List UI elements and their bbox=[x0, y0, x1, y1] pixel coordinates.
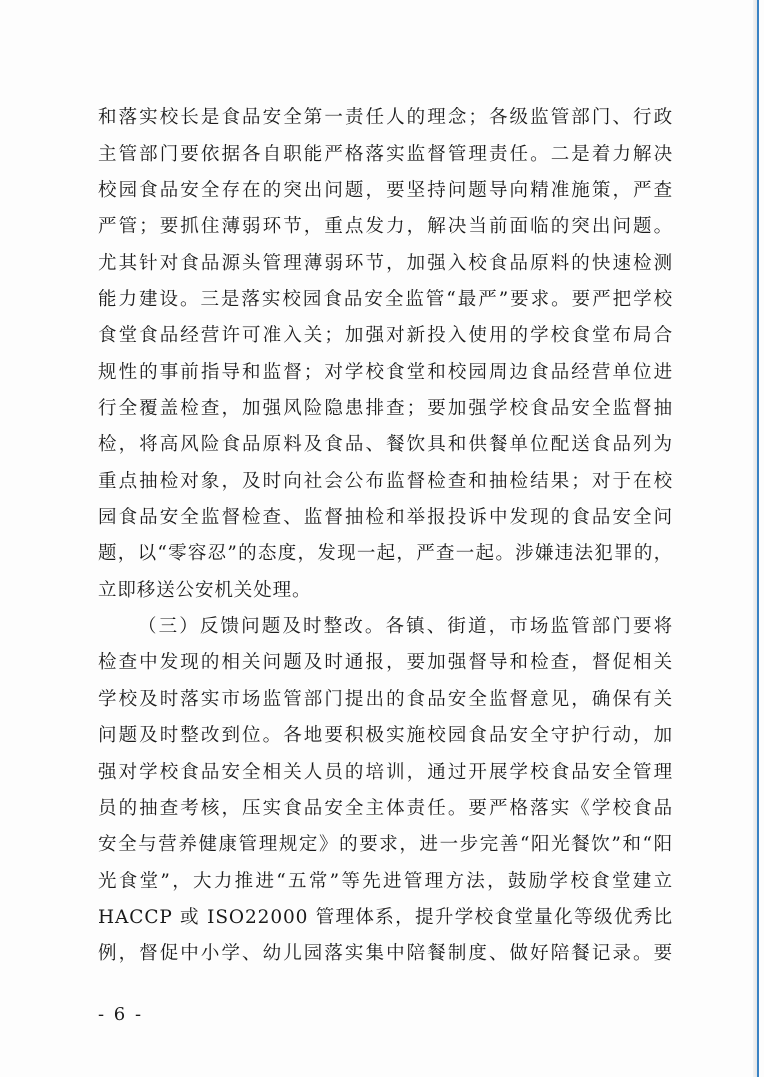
text-line: 主管部门要依据各自职能严格落实监督管理责任。二是着力解决 bbox=[98, 144, 673, 165]
text-line: 规性的事前指导和监督；对学校食堂和校园周边食品经营单位进 bbox=[98, 362, 673, 383]
text-line: 食堂食品经营许可准入关；加强对新投入使用的学校食堂布局合 bbox=[98, 325, 673, 346]
text-line: 尤其针对食品源头管理薄弱环节，加强入校食品原料的快速检测 bbox=[98, 253, 673, 274]
section-heading-line: （三）反馈问题及时整改。各镇、街道，市场监管部门要将 bbox=[138, 616, 673, 637]
text-line: 行全覆盖检查，加强风险隐患排查；要加强学校食品安全监督抽 bbox=[98, 398, 673, 419]
text-line: 强对学校食品安全相关人员的培训，通过开展学校食品安全管理 bbox=[98, 762, 673, 783]
text-line: HACCP 或 ISO22000 管理体系，提升学校食堂量化等级优秀比 bbox=[98, 907, 673, 928]
page-edge-border bbox=[757, 0, 759, 1077]
text-line: 题，以“零容忍”的态度，发现一起，严查一起。涉嫌违法犯罪的， bbox=[98, 543, 673, 564]
text-line: 学校及时落实市场监管部门提出的食品安全监督意见，确保有关 bbox=[98, 689, 673, 710]
text-line: 安全与营养健康管理规定》的要求，进一步完善“阳光餐饮”和“阳 bbox=[98, 834, 673, 855]
text-line: 光食堂”，大力推进“五常”等先进管理方法，鼓励学校食堂建立 bbox=[98, 871, 673, 892]
text-line: 例，督促中小学、幼儿园落实集中陪餐制度、做好陪餐记录。要 bbox=[98, 943, 673, 964]
text-line: 问题及时整改到位。各地要积极实施校园食品安全守护行动，加 bbox=[98, 725, 673, 746]
page-number: - 6 - bbox=[98, 1004, 144, 1025]
text-line: 检，将高风险食品原料及食品、餐饮具和供餐单位配送食品列为 bbox=[98, 434, 673, 455]
text-line: 检查中发现的相关问题及时通报，要加强督导和检查，督促相关 bbox=[98, 652, 673, 673]
text-line: 员的抽查考核，压实食品安全主体责任。要严格落实《学校食品 bbox=[98, 798, 673, 819]
text-line: 能力建设。三是落实校园食品安全监管“最严”要求。要严把学校 bbox=[98, 289, 673, 310]
text-line: 重点抽检对象，及时向社会公布监督检查和抽检结果；对于在校 bbox=[98, 471, 673, 492]
text-line: 严管；要抓住薄弱环节，重点发力，解决当前面临的突出问题。 bbox=[98, 216, 673, 237]
text-line: 和落实校长是食品安全第一责任人的理念；各级监管部门、行政 bbox=[98, 107, 673, 128]
text-line: 园食品安全监督检查、监督抽检和举报投诉中发现的食品安全问 bbox=[98, 507, 673, 528]
text-line: 校园食品安全存在的突出问题，要坚持问题导向精准施策，严查 bbox=[98, 180, 673, 201]
text-line: 立即移送公安机关处理。 bbox=[98, 580, 312, 601]
